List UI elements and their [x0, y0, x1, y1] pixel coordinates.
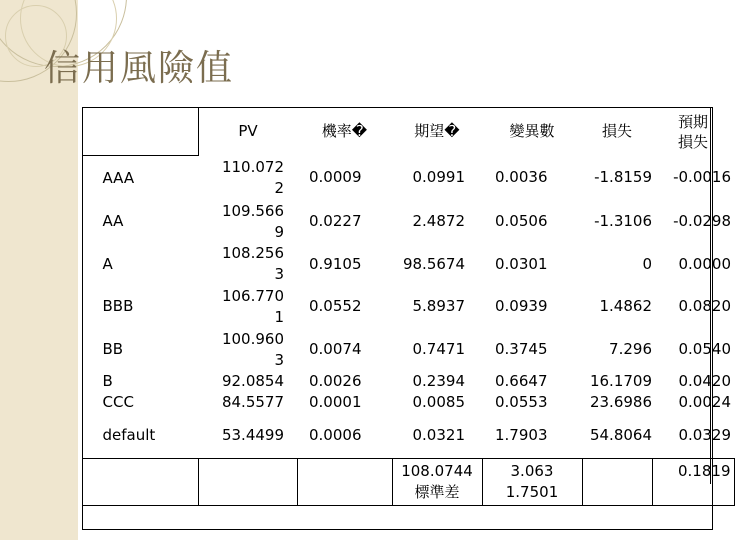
- row-expectation: 0.0321: [412, 426, 465, 444]
- row-expectation: 2.4872: [412, 212, 465, 230]
- data-table: [82, 107, 735, 506]
- row-probability: 0.0009: [309, 168, 362, 187]
- row-probability: 0.0552: [309, 297, 362, 315]
- row-probability: 0.0026 0.0001: [309, 372, 362, 411]
- row-variance: 0.0939: [495, 297, 548, 315]
- row-expectation: 0.7471: [412, 340, 465, 358]
- header-grade: [83, 108, 199, 156]
- row-expectation: 0.0991: [412, 168, 465, 187]
- header-probability: 機率�: [321, 122, 368, 140]
- totals-expectation-cell: [392, 459, 482, 506]
- row-variance: 0.0506: [495, 212, 548, 230]
- row-loss: 1.4862: [599, 297, 652, 315]
- row-variance: 0.0036: [495, 168, 548, 187]
- row-variance: 1.7903: [495, 426, 548, 444]
- row-expected-loss: 0.0000: [678, 254, 731, 273]
- header-expectation: 期望�: [414, 122, 460, 140]
- row-pv: 92.0854 84.5577: [221, 372, 284, 411]
- row-expected-loss: -0.0298: [673, 212, 731, 230]
- row-loss: -1.3106: [594, 212, 652, 230]
- row-expectation: 0.2394 0.0085: [412, 372, 465, 411]
- table-row: [83, 200, 735, 243]
- row-loss: 7.296: [609, 340, 652, 358]
- table-row: [83, 156, 735, 201]
- totals-variance-cell: [482, 459, 582, 506]
- row-variance: 0.6647 0.0553: [495, 372, 548, 411]
- row-pv: 100.960 3: [221, 329, 284, 369]
- totals-empty-cell: [199, 459, 298, 506]
- row-loss: 0: [642, 254, 652, 273]
- table-row: [83, 413, 735, 459]
- totals-empty-cell: [297, 459, 392, 506]
- totals-empty-cell: [582, 459, 652, 506]
- totals-empty-cell: [83, 459, 199, 506]
- row-pv: 109.566 9: [221, 201, 284, 241]
- expectation-total: 108.0744: [401, 462, 473, 480]
- header-expected-loss: 預期 損失: [677, 112, 708, 151]
- credit-risk-table: [82, 107, 731, 530]
- std-dev-label: 標準差: [414, 483, 460, 501]
- row-grade: default: [102, 426, 156, 444]
- table-row: [83, 371, 735, 413]
- table-row: [83, 285, 735, 328]
- row-grade: AAA: [102, 168, 135, 187]
- row-grade: AA: [102, 212, 124, 230]
- row-expected-loss: 0.0420 0.0024: [678, 372, 731, 411]
- row-loss: 16.1709 23.6986: [589, 372, 652, 411]
- row-expectation: 5.8937: [412, 297, 465, 315]
- row-expected-loss: -0.0016: [673, 168, 731, 187]
- row-grade: BBB: [102, 297, 134, 315]
- variance-total: 3.063: [510, 462, 554, 480]
- header-variance: 變異數: [509, 122, 555, 140]
- row-grade: A: [102, 254, 113, 273]
- expected-loss-total: 0.1819: [652, 459, 734, 506]
- row-pv: 108.256 3: [221, 244, 284, 283]
- table-totals-row: [83, 459, 735, 506]
- row-loss: 54.8064: [589, 426, 652, 444]
- header-loss: 損失: [601, 122, 632, 140]
- row-expected-loss: 0.0820: [678, 297, 731, 315]
- row-variance: 0.3745: [495, 340, 548, 358]
- row-probability: 0.9105: [309, 254, 362, 273]
- row-probability: 0.0006: [309, 426, 362, 444]
- slide-title: 信用風險值: [44, 48, 235, 89]
- table-row: [83, 328, 735, 371]
- row-variance: 0.0301: [495, 254, 548, 273]
- row-pv: 106.770 1: [221, 286, 284, 326]
- std-dev-value: 1.7501: [505, 483, 559, 501]
- row-pv: 53.4499: [221, 426, 284, 444]
- row-expected-loss: 0.0329: [678, 426, 731, 444]
- row-grade: B CCC: [102, 372, 134, 411]
- header-pv: PV: [238, 122, 258, 140]
- row-loss: -1.8159: [594, 168, 652, 187]
- table-row: [83, 243, 735, 285]
- row-probability: 0.0227: [309, 212, 362, 230]
- table-header-row: [83, 108, 735, 156]
- row-probability: 0.0074: [309, 340, 362, 358]
- row-grade: BB: [102, 340, 124, 358]
- row-expected-loss: 0.0540: [678, 340, 731, 358]
- row-pv: 110.072 2: [221, 157, 284, 197]
- row-expectation: 98.5674: [402, 254, 465, 273]
